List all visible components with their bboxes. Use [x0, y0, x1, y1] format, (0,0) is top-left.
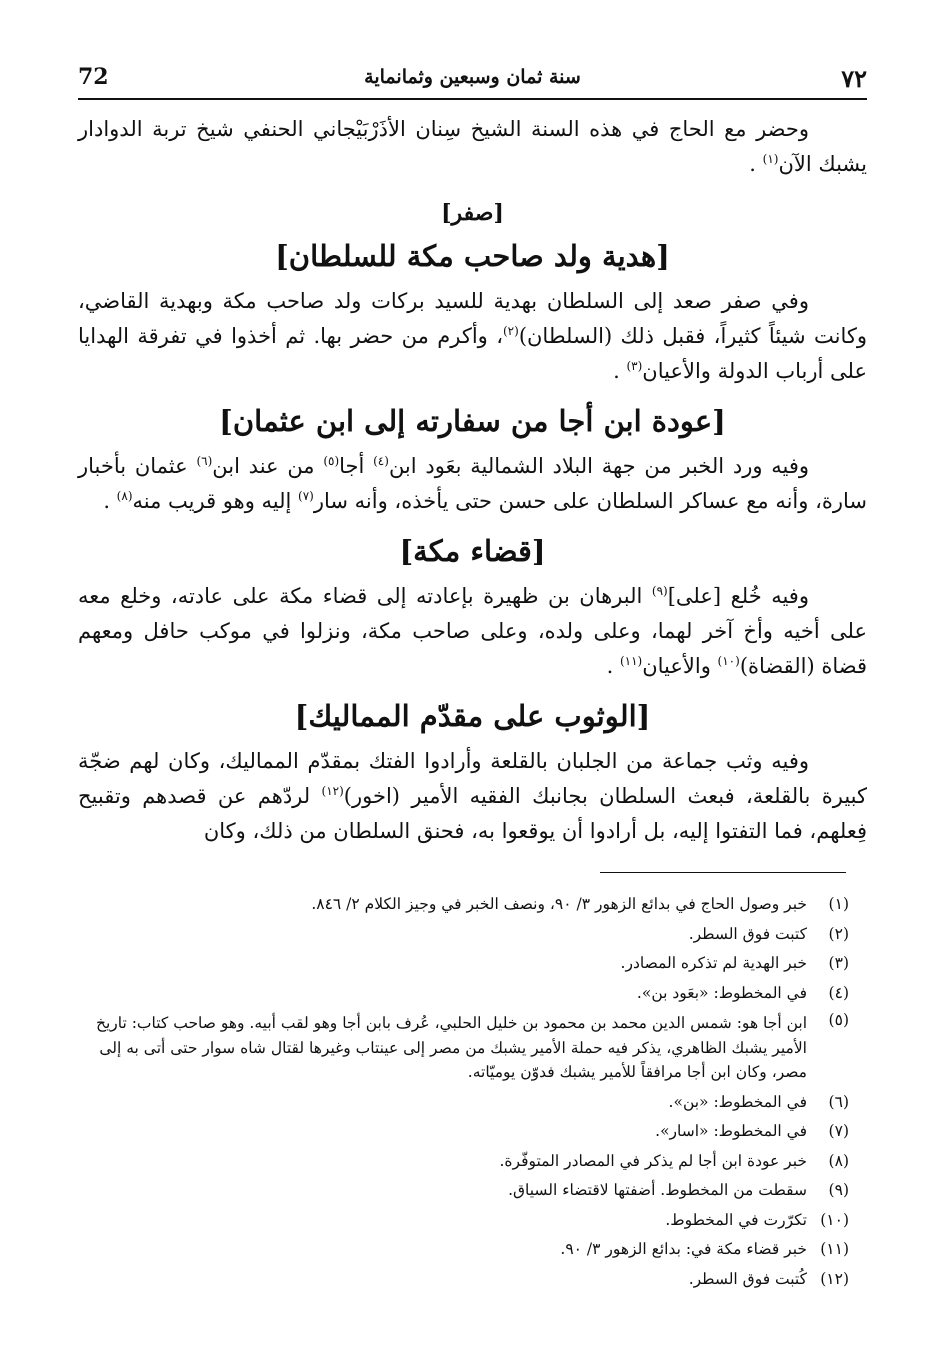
footnote-ref[interactable]: (١٢): [321, 784, 344, 798]
footnote-text: خبر وصول الحاج في بدائع الزهور ٣/ ٩٠، ونصف الخبر في وجيز الكلام ٢/ ٨٤٦.: [311, 895, 807, 913]
footnote-text: خبر قضاء مكة في: بدائع الزهور ٣/ ٩٠.: [560, 1240, 807, 1258]
footnote-text: في المخطوط: «اسار».: [655, 1122, 807, 1140]
footnote-number: (٣): [828, 954, 849, 972]
footnote-text: في المخطوط: «بعَود بن».: [636, 983, 807, 1002]
main-text: [78, 112, 867, 849]
paragraph-text: عثمان بأخبار سارة، وأنه مع عساكر السلطان على حسن حتى يأخذه، وأنه سار: [78, 454, 867, 513]
footnote-number: (٩): [828, 1181, 849, 1199]
footnote-number: (١١): [820, 1240, 849, 1258]
footnote-text: في المخطوط: «بن».: [668, 1092, 807, 1111]
footnote: [78, 1176, 849, 1206]
footnote-text: سقطت من المخطوط. أضفتها لاقتضاء السياق.: [508, 1181, 807, 1199]
paragraph-qada: [78, 579, 867, 684]
paragraph-wuthub: [78, 744, 867, 849]
footnote-text: كتبت فوق السطر.: [688, 924, 807, 943]
footnote-ref[interactable]: (١١): [619, 654, 643, 668]
paragraph-hadiya: [78, 284, 867, 389]
intro-paragraph: [78, 112, 867, 182]
paragraph-text: وفيه وثب جماعة من الجلبان بالقلعة وأرادوا الفتك بمقدّم المماليك، وكان لهم ضجّة كبيرة بالقلعة، فبعث السلطان بجانبك الفقيه الأمير (اخور): [78, 749, 867, 808]
footnote: [78, 890, 849, 920]
paragraph-text: من عند ابن: [212, 454, 324, 478]
footnote-ref[interactable]: (٣): [626, 359, 643, 373]
footnote-ref[interactable]: (٩): [651, 584, 668, 598]
page-number-latin: 72: [78, 64, 109, 90]
footnote-number: (١٢): [820, 1269, 849, 1288]
intro-end: .: [749, 152, 763, 176]
footnote-text: تكرّرت في المخطوط.: [665, 1210, 807, 1229]
footnotes: [78, 890, 849, 1294]
footnote: [78, 1235, 849, 1265]
footnote-number: (١): [828, 895, 849, 913]
footnote-number: (٦): [828, 1092, 849, 1111]
paragraph-text: وفي صفر صعد إلى السلطان بهدية للسيد بركات ولد صاحب مكة وبهدية القاضي، وكانت شيئاً كثيراً، فقبل ذلك (السلطان): [78, 289, 867, 348]
footnote: [78, 1008, 849, 1088]
footnote-ref[interactable]: (٨): [116, 489, 133, 503]
footnote-number: (٥): [828, 1011, 849, 1029]
section-heading-hadiya: [هدية ولد صاحب مكة للسلطان]: [275, 239, 670, 273]
footnote-ref[interactable]: (١): [762, 152, 779, 166]
footnote-ref[interactable]: (٤): [373, 454, 389, 468]
paragraph-text: أجا: [339, 454, 374, 478]
paragraph-text: .: [613, 359, 627, 383]
paragraph-text: .: [606, 654, 620, 678]
paragraph-text: إليه وهو قريب منه: [132, 489, 299, 513]
footnote: [78, 1147, 849, 1177]
paragraph-text: لردّهم عن قصدهم وتقبيح فِعلهم، فما التفتوا إليه، بل أرادوا أن يوقعوا به، فحنق السلطان من ذلك، وكان: [78, 784, 867, 843]
footnote: [78, 1206, 849, 1236]
paragraph-text: وفيه ورد الخبر من جهة البلاد الشمالية بعَود ابن: [388, 454, 809, 478]
footnote-divider: [600, 872, 846, 873]
footnote-ref[interactable]: (٧): [298, 489, 314, 503]
paragraph-text: .: [103, 489, 117, 513]
paragraph-text: البرهان بن ظهيرة بإعادته إلى قضاء مكة على عادته، وخلع معه على أخيه وأخ آخر لهما، وعلى ولده، وعلى صاحب مكة، ونزلوا في موكب حافل ومعهم قضاة (القضاة): [78, 584, 867, 678]
month-heading: [صفر]: [441, 200, 504, 226]
section-heading-qada: [قضاء مكة]: [399, 534, 546, 568]
page-number-arabic: ٧٢: [841, 64, 867, 93]
footnote-text: خبر عودة ابن أجا لم يذكر في المصادر المتوفّرة.: [499, 1151, 807, 1170]
footnote: [78, 1088, 849, 1118]
footnote-text: خبر الهدية لم تذكره المصادر.: [620, 954, 807, 972]
page-header: [78, 64, 867, 100]
paragraph-text: والأعيان: [642, 654, 718, 678]
footnote: [78, 949, 849, 979]
footnote-number: (٨): [828, 1151, 849, 1170]
paragraph-text: وفيه خُلع [على]: [667, 584, 809, 608]
section-heading-wuthub: [الوثوب على مقدّم المماليك]: [294, 699, 651, 733]
footnote-text: كُتبت فوق السطر.: [688, 1269, 807, 1288]
footnote-text: ابن أجا هو: شمس الدين محمد بن محمود بن خليل الحلبي، عُرف بابن أجا وهو لقب أبيه. وهو صاحب كتاب: تاريخ الأمير يشبك الظاهري، يذكر فيه حملة الأمير يشبك من مصر إلى عينتاب وغيرها لقتال شاه سوار حتى أتى به إلى مصر، وكان ابن أجا مرافقاً للأمير يشبك فدوّن يوميّاته.: [95, 1014, 807, 1081]
running-title: سنة ثمان وسبعين وثمانماية: [364, 66, 581, 88]
footnote: [78, 1265, 849, 1295]
footnote: [78, 920, 849, 950]
footnote-number: (٧): [828, 1122, 849, 1140]
intro-text: وحضر مع الحاج في هذه السنة الشيخ سِنان الأذَرْبَيْجاني الحنفي شيخ تربة الدوادار يشبك الآن: [78, 117, 867, 176]
footnote-number: (٢): [828, 924, 849, 943]
footnote: [78, 1117, 849, 1147]
section-heading-awda: [عودة ابن أجا من سفارته إلى ابن عثمان]: [219, 404, 726, 438]
paragraph-text: ، وأكرم من حضر بها. ثم أخذوا في تفرقة الهدايا على أرباب الدولة والأعيان: [78, 324, 867, 383]
footnote-number: (٤): [828, 983, 849, 1002]
footnote-ref[interactable]: (٥): [323, 454, 340, 468]
footnote-ref[interactable]: (٢): [502, 324, 519, 338]
paragraph-awda: [78, 449, 867, 519]
footnote-number: (١٠): [820, 1210, 849, 1229]
footnote-ref[interactable]: (٦): [196, 454, 213, 468]
footnote-ref[interactable]: (١٠): [717, 654, 740, 668]
footnote: [78, 979, 849, 1009]
